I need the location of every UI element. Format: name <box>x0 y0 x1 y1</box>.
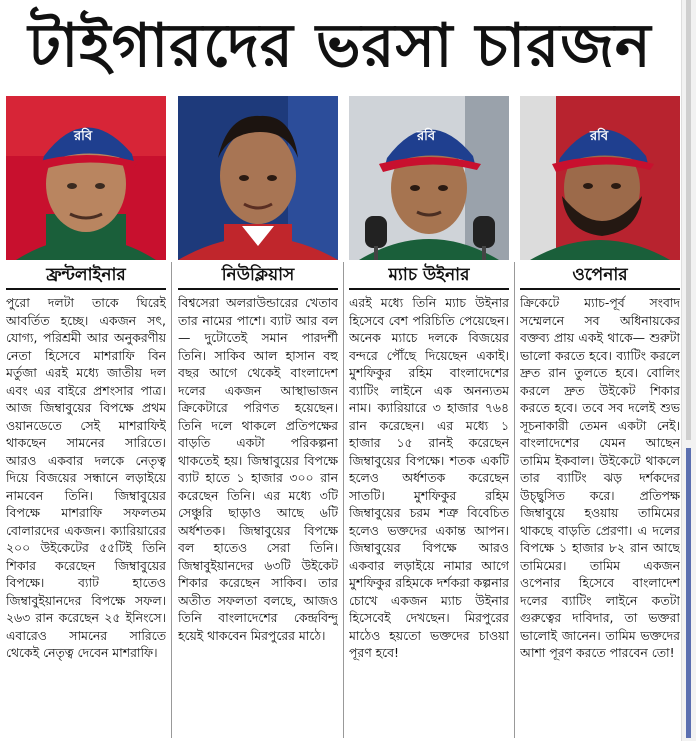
column-title: ম্যাচ উইনার <box>349 262 509 290</box>
player-photo-tamim <box>520 96 680 260</box>
player-photo-shakib <box>178 96 338 260</box>
column-frontliner <box>6 262 166 738</box>
column-opener <box>520 262 680 738</box>
player-photo-mushfiqur <box>349 96 509 260</box>
column-match-winner <box>349 262 509 738</box>
column-nucleus <box>178 262 338 738</box>
cap-logo: রবি <box>74 129 93 144</box>
column-divider <box>343 262 344 738</box>
column-title: নিউক্লিয়াস <box>178 262 338 290</box>
headline: টাইগারদের ভরসা চারজন <box>28 11 652 81</box>
column-divider <box>171 262 172 738</box>
page-edge-strip <box>681 0 696 741</box>
player-photo-mashrafe <box>6 96 166 260</box>
column-body: ক্রিকেটে ম্যাচ-পূর্ব সংবাদ সম্মেলনে সব অধিনায়কের বক্তব্য প্রায় একই থাকে— শুরুটা ভালো করতে হবে। ব্যাটিং করলে দ্রুত রান তুলতে হবে। বোলিং করলে দ্রুত উইকেট শিকার করতে হবে। তবে সব দলেই শুভ সূচনাকারী তেমন একটা নেই। বাংলাদেশের যেমন আছেন তামিম ইকবাল। উইকেটে থাকলে তার ব্যাটিং ঝড় দর্শকদের উচ্ছ্বসিত করে। প্রতিপক্ষ জিম্বাবুয়ে হওয়ায় তামিমের থাকছে বাড়তি প্রেরণা। এ দলের বিপক্ষে ১ হাজার ৮২ রান আছে তামিমের। তামিম একজন ওপেনার হিসেবে বাংলাদেশ দলের ব্যাটিং লাইনে কতটা গুরুত্বের দাবিদার, তা ভক্তরা ভালোই জানেন। তামিম ভক্তদের আশা পূরণ করতে পারবেন তো! <box>520 295 680 660</box>
column-title: ওপেনার <box>520 262 680 290</box>
edge-grey-bar <box>686 0 691 440</box>
cap-logo: রবি <box>417 129 436 144</box>
column-divider <box>514 262 515 738</box>
column-body: পুরো দলটা তাকে ঘিরেই আবর্তিত হচ্ছে। একজন সৎ, যোগ্য, পরিশ্রমী আর অনুকরণীয় নেতা হিসেবে মাশরাফি বিন মর্তুজা এরই মধ্যে জাতীয় দল এবং এর বাইরে প্রশংসার পাত্র। আজ জিম্বাবুয়ের বিপক্ষে প্রথম ওয়ানডেতে সেই মাশরাফিই থাকছেন সামনের সারিতে। আরও একবার দলকে নেতৃত্ব দিয়ে বিজয়ের সন্ধানে লড়াইয়ে নামবেন তিনি। জিম্বাবুয়ের বিপক্ষে মাশরাফি সফলতম বোলারদের একজন। ক্যারিয়ারের ২০০ উইকেটের ৫৫টিই তিনি শিকার করেছেন জিম্বাবুয়ের বিপক্ষে। ব্যাট হাতেও জিম্বাবুইয়ানদের বিপক্ষে সফল। ২৬৩ রান করেছেন ২৫ ইনিংসে। এবারেও সামনের সারিতে থেকেই নেতৃত্ব দেবেন মাশরাফি। <box>6 295 166 660</box>
column-body: বিশ্বসেরা অলরাউন্ডারের খেতাব তার নামের পাশে। ব্যাট আর বল— দুটোতেই সমান পারদর্শী তিনি। সাকিব আল হাসান বহু বছর আগে থেকেই বাংলাদেশ দলের একজন আস্থাভাজন ক্রিকেটারে পরিণত হয়েছেন। তিনি দলে থাকলে প্রতিপক্ষের বাড়তি একটা পরিকল্পনা থাকতেই হয়। জিম্বাবুয়ের বিপক্ষে ব্যাট হাতে ১ হাজার ৩০০ রান করেছেন তিনি। এর মধ্যে ৩টি সেঞ্চুরি ছাড়াও আছে ৬টি অর্ধশতক। জিম্বাবুয়ের বিপক্ষে বল হাতেও সেরা তিনি। জিম্বাবুইয়ানদের ৬৩টি উইকেট শিকার করেছেন সাকিব। তার অতীত সফলতা বলছে, আজও তিনি বাংলাদেশের কেন্দ্রবিন্দু হয়েই থাকবেন মিরপুরের মাঠে। <box>178 295 338 643</box>
edge-blue-bar <box>686 448 691 738</box>
cap-logo: রবি <box>590 129 609 144</box>
column-body: এরই মধ্যে তিনি ম্যাচ উইনার হিসেবে বেশ পরিচিতি পেয়েছেন। অনেক ম্যাচে দলকে বিজয়ের বন্দরে পৌঁছে দিয়েছেন একাই। মুশফিকুর রহিম বাংলাদেশের ব্যাটিং লাইনে এক অনন্যতম নাম। ক্যারিয়ারে ৩ হাজার ৭৬৪ রান করেছেন। এর মধ্যে ১ হাজার ১৫ রানই করেছেন জিম্বাবুয়ের বিপক্ষে। শতক একটি হলেও অর্ধশতক করেছেন সাতটি। মুশফিকুর রহিম জিম্বাবুয়ের চরম শত্রু বিবেচিত হলেও ভক্তদের একান্ত আপন। জিম্বাবুয়ের বিপক্ষে আরও একবার লড়াইয়ে নামার আগে মুশফিকুর রহিমকে দর্শকরা কল্পনার চোখে একজন ম্যাচ উইনার হিসেবেই দেখছেন। মিরপুরের মাঠেও হয়তো ভক্তদের চাওয়া পূরণ হবে! <box>349 295 509 660</box>
column-title: ফ্রন্টলাইনার <box>6 262 166 290</box>
